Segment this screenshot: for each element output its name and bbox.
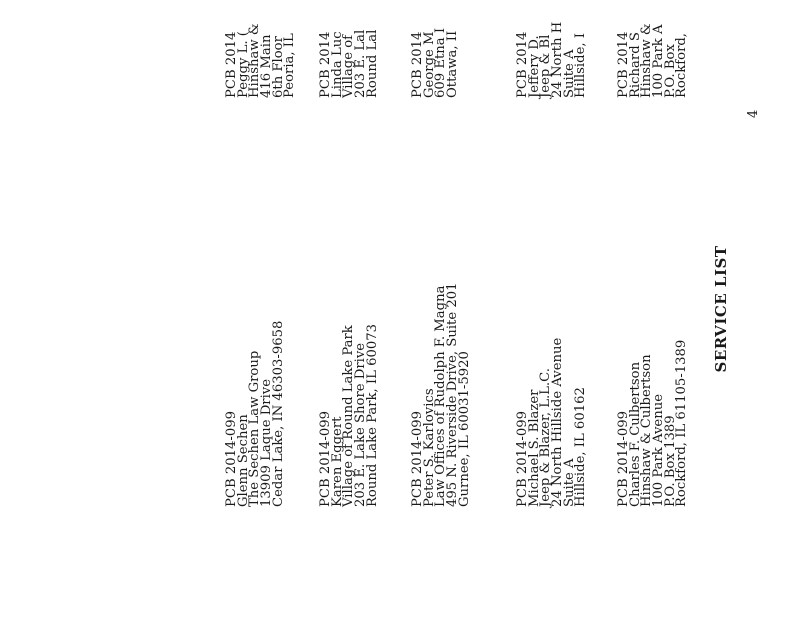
entry-line: 495 N. Riverside Drive, Suite 201 — [445, 282, 461, 507]
service-entry-right-3 — [412, 28, 459, 98]
service-entry-left-2 — [517, 338, 587, 507]
entry-line: George M — [421, 31, 437, 98]
service-entry-right-5 — [226, 23, 296, 98]
entry-line: Rockford, — [674, 32, 690, 98]
entry-line: PCB 2014 — [318, 31, 333, 98]
entry-line: 24 North Hillside Avenue — [550, 337, 566, 507]
entry-line: Rockford, IL 61105-1389 — [674, 339, 690, 507]
entry-line: 100 Park A — [651, 24, 667, 98]
entry-line: 100 Park Avenue — [651, 393, 667, 507]
entry-line: Jeep & Blazer, L.L.C. — [538, 368, 554, 507]
service-entry-left-1 — [618, 340, 688, 507]
entry-line: Village of Round Lake Park — [341, 325, 357, 507]
entry-line: PCB 2014-099 — [616, 410, 631, 507]
entry-line: PCB 2014-099 — [410, 410, 425, 507]
entry-line: Village of — [341, 34, 357, 98]
entry-line: Suite A — [561, 49, 577, 98]
entry-line: PCB 2014-099 — [515, 410, 530, 507]
entry-line: Hillside, IL 60162 — [573, 387, 589, 507]
entry-line: Richard S — [627, 32, 643, 98]
service-entry-left-3 — [412, 282, 470, 507]
entry-line: PCB 2014-099 — [318, 410, 333, 507]
entry-line: 24 North H — [550, 21, 566, 98]
entry-line: PCB 2014 — [224, 31, 239, 98]
entry-line: Round Lal — [364, 29, 380, 98]
entry-line: Hinshaw & — [639, 23, 655, 98]
entry-line: Hinshaw & Culbertson — [639, 354, 655, 507]
entry-line: Peter S. Karlovics — [421, 388, 437, 507]
entry-line: Peggy L. ( — [235, 31, 251, 98]
entry-line: The Sechen Law Group — [247, 350, 263, 507]
entry-line: Karen Eggert — [329, 416, 345, 507]
entry-line: 6th Floor — [270, 36, 286, 98]
entry-line: Jeep & Bl — [538, 34, 554, 98]
entry-line: 609 Etna I — [433, 27, 449, 98]
entry-line: 13909 Laque Drive — [259, 378, 275, 507]
entry-line: Round Lake Park, IL 60073 — [364, 323, 380, 507]
service-entry-right-1 — [618, 23, 688, 98]
entry-line: Peoria, IL — [282, 33, 298, 98]
entry-line: Michael S. Blazer — [526, 389, 542, 507]
page-title: SERVICE LIST — [712, 245, 730, 373]
service-entry-right-2 — [517, 22, 587, 98]
entry-line: P.O. Box — [662, 44, 678, 98]
service-entry-left-5 — [226, 321, 284, 507]
service-entry-left-4 — [320, 324, 378, 507]
entry-line: PCB 2014-099 — [224, 410, 239, 507]
entry-line: P.O. Box 1389 — [662, 415, 678, 507]
entry-line: Jeffery D. — [526, 35, 542, 98]
entry-line: 416 Main — [259, 34, 275, 98]
entry-line: PCB 2014 — [515, 31, 530, 98]
entry-line: Hillside, I — [573, 33, 589, 98]
entry-line: Glenn Sechen — [235, 414, 251, 507]
entry-line: Law Offices of Rudolph F. Magna — [433, 285, 449, 507]
entry-line: 203 E. Lal — [353, 29, 369, 98]
entry-line: Ottawa, II — [445, 30, 461, 98]
entry-line: Suite A — [561, 458, 577, 507]
service-entry-right-4 — [320, 30, 378, 98]
entry-line: Linda Luc — [329, 31, 345, 98]
entry-line: 203 E. Lake Shore Drive — [353, 342, 369, 507]
entry-line: Hinshaw & — [247, 23, 263, 98]
entry-line: PCB 2014 — [616, 31, 631, 98]
page-number: 4 — [746, 109, 761, 118]
entry-line: PCB 2014 — [410, 31, 425, 98]
entry-line: Cedar Lake, IN 46303-9658 — [270, 320, 286, 507]
entry-line: Charles F. Culbertson — [627, 361, 643, 507]
entry-line: Gurnee, IL 60031-5920 — [456, 351, 472, 507]
